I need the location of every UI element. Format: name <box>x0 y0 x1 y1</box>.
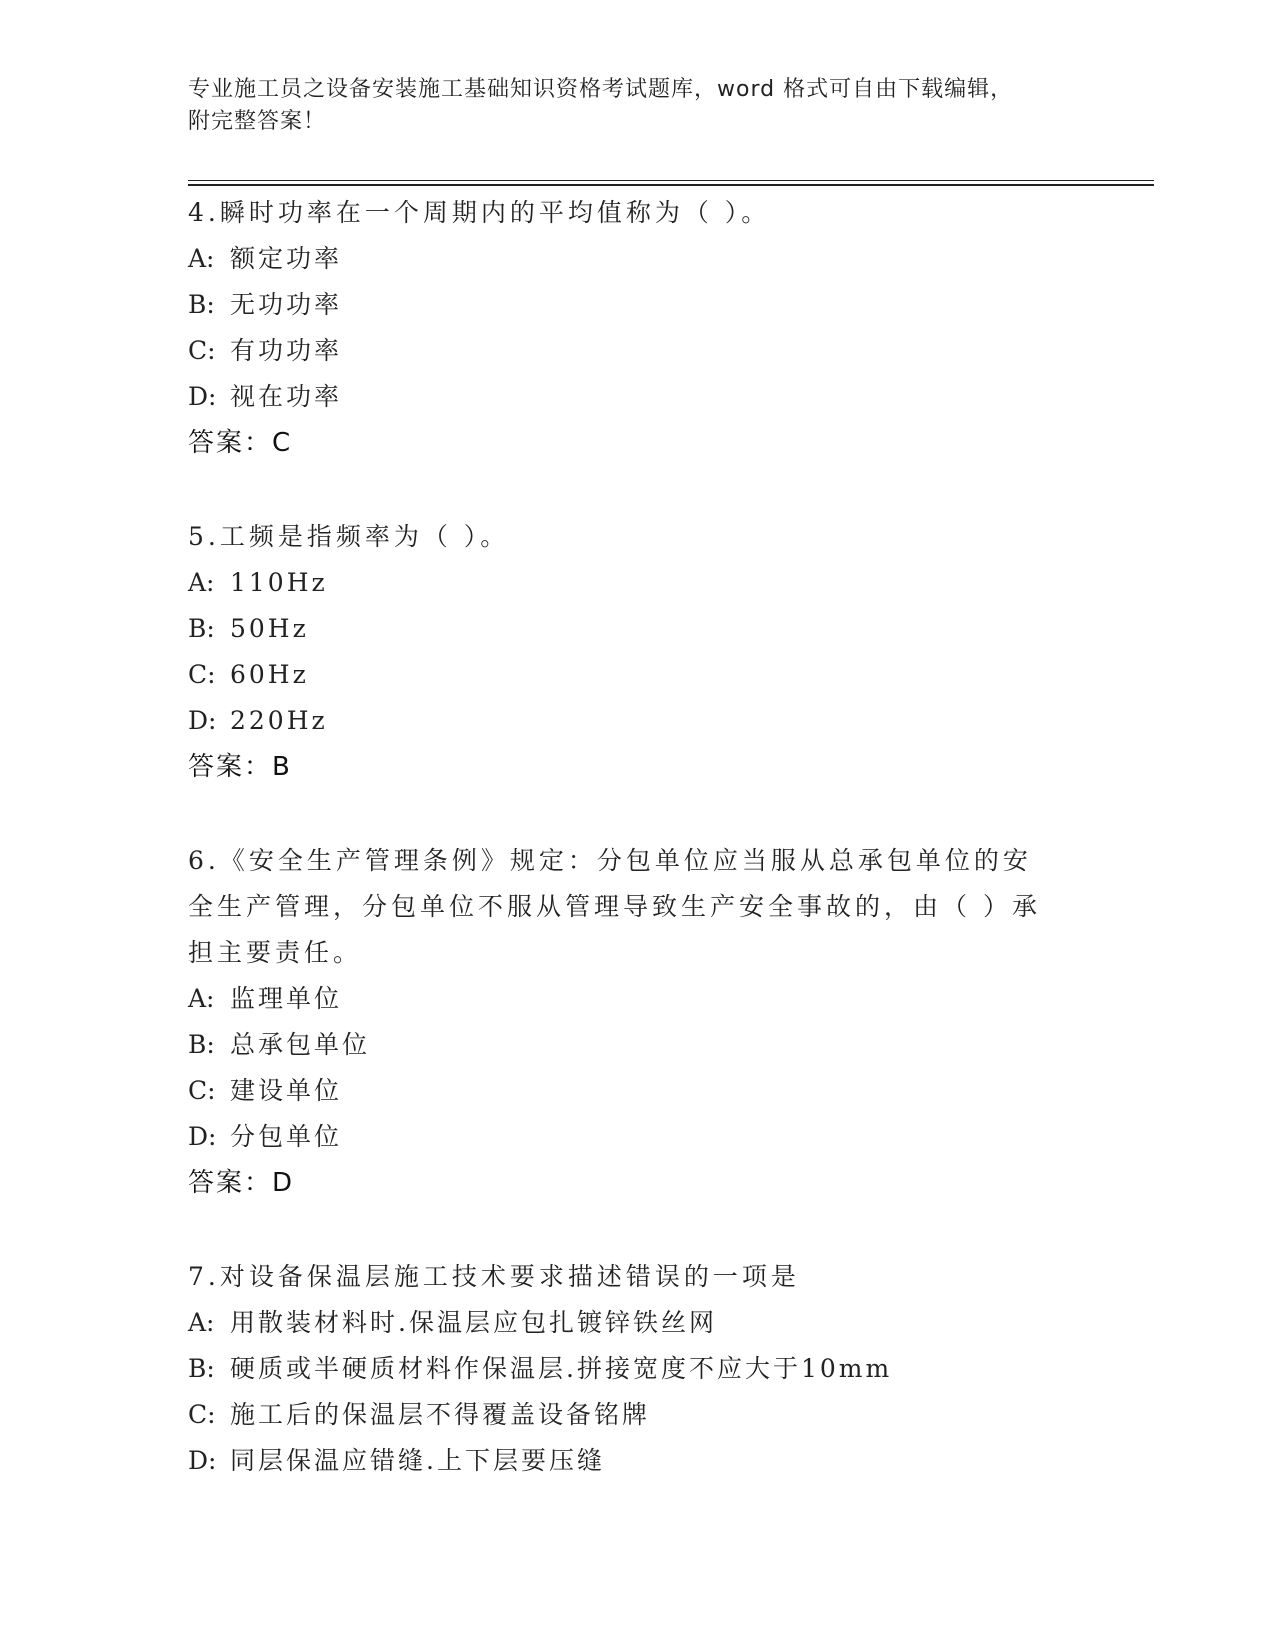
option-text: 220Hz <box>230 706 328 735</box>
option-a <box>188 236 1088 282</box>
option-d <box>188 1438 1088 1484</box>
option-letter: A: <box>188 568 215 597</box>
question-stem: 7.对设备保温层施工技术要求描述错误的一项是 <box>188 1262 800 1291</box>
option-letter: D: <box>188 1446 217 1475</box>
option-text: 视在功率 <box>230 382 343 411</box>
option-c <box>188 1068 1088 1114</box>
header-line-2: 附完整答案！ <box>188 109 327 134</box>
option-letter: A: <box>188 1308 215 1337</box>
header-line-1: 专业施工员之设备安装施工基础知识资格考试题库，word 格式可自由下载编辑， <box>188 77 1014 102</box>
option-letter: A: <box>188 244 215 273</box>
option-letter: C: <box>188 1400 216 1429</box>
option-a <box>188 1300 1088 1346</box>
spacer <box>188 466 1088 514</box>
option-text: 110Hz <box>230 568 328 597</box>
option-letter: D: <box>188 1122 217 1151</box>
option-c <box>188 1392 1088 1438</box>
option-b <box>188 1022 1088 1068</box>
question-stem: 4.瞬时功率在一个周期内的平均值称为（ ）。 <box>188 198 771 227</box>
option-letter: B: <box>188 614 215 643</box>
question-5 <box>188 514 1088 790</box>
option-letter: B: <box>188 1354 215 1383</box>
option-text: 总承包单位 <box>230 1030 371 1059</box>
option-text: 监理单位 <box>230 984 343 1013</box>
question-7 <box>188 1254 1088 1484</box>
option-text: 分包单位 <box>230 1122 343 1151</box>
option-text: 60Hz <box>230 660 309 689</box>
option-d <box>188 698 1088 744</box>
option-b <box>188 282 1088 328</box>
option-text: 无功功率 <box>230 290 343 319</box>
option-d <box>188 374 1088 420</box>
option-letter: C: <box>188 336 216 365</box>
option-letter: C: <box>188 660 216 689</box>
document-header <box>188 74 1068 138</box>
option-text: 施工后的保温层不得覆盖设备铭牌 <box>230 1400 651 1429</box>
answer-line: 答案：C <box>188 428 293 458</box>
option-text: 硬质或半硬质材料作保温层.拼接宽度不应大于10mm <box>230 1354 893 1383</box>
option-letter: D: <box>188 382 217 411</box>
option-letter: B: <box>188 1030 215 1059</box>
option-text: 建设单位 <box>230 1076 343 1105</box>
spacer <box>188 1206 1088 1254</box>
header-divider-thick <box>188 184 1154 186</box>
option-a <box>188 976 1088 1022</box>
option-a <box>188 560 1088 606</box>
question-list <box>188 190 1088 1484</box>
option-text: 有功功率 <box>230 336 343 365</box>
option-text: 额定功率 <box>230 244 343 273</box>
option-b <box>188 606 1088 652</box>
option-d <box>188 1114 1088 1160</box>
option-b <box>188 1346 1088 1392</box>
option-letter: A: <box>188 984 215 1013</box>
option-letter: D: <box>188 706 217 735</box>
spacer <box>188 790 1088 838</box>
option-text: 用散装材料时.保温层应包扎镀锌铁丝网 <box>230 1308 717 1337</box>
option-text: 同层保温应错缝.上下层要压缝 <box>230 1446 605 1475</box>
answer-line: 答案：D <box>188 1168 295 1198</box>
answer-line: 答案：B <box>188 752 292 782</box>
option-c <box>188 328 1088 374</box>
option-letter: B: <box>188 290 215 319</box>
option-text: 50Hz <box>230 614 309 643</box>
question-stem: 6.《安全生产管理条例》规定：分包单位应当服从总承包单位的安全生产管理，分包单位不服从管理导致生产安全事故的，由（ ）承担主要责任。 <box>188 846 1041 967</box>
option-c <box>188 652 1088 698</box>
option-letter: C: <box>188 1076 216 1105</box>
question-6 <box>188 838 1088 1206</box>
header-divider-thin <box>188 180 1154 181</box>
question-4 <box>188 190 1088 466</box>
question-stem: 5.工频是指频率为（ ）。 <box>188 522 510 551</box>
